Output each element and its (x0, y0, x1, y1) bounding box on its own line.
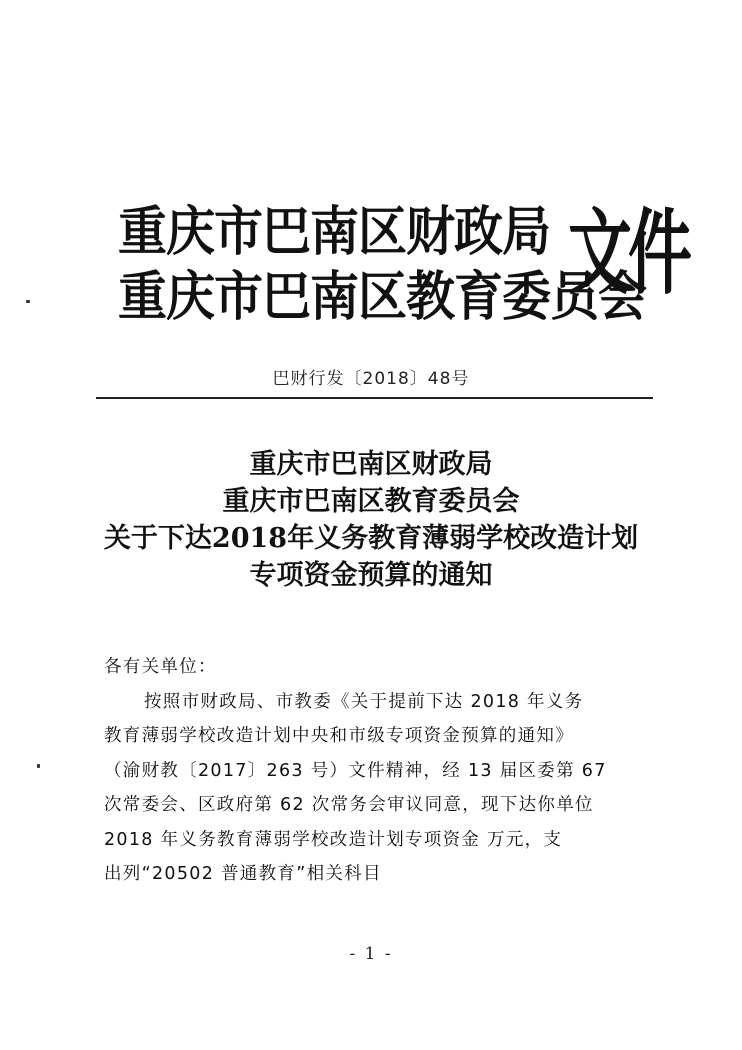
document-number: 巴财行发〔2018〕48号 (272, 369, 470, 389)
notice-body (104, 650, 644, 892)
document-header-suffix: 文件 (568, 200, 688, 309)
body-line: 2018 年义务教育薄弱学校改造计划专项资金 万元，支 (104, 829, 563, 850)
header-divider (96, 397, 653, 399)
page-number: - 1 - (349, 944, 393, 964)
scan-speck (37, 764, 40, 768)
title-line: 专项资金预算的通知 (249, 560, 493, 591)
issuing-org-education-committee: 重庆市巴南区教育委员会 (118, 265, 647, 328)
notice-title (0, 446, 742, 594)
body-line: 教育薄弱学校改造计划中央和市级专项资金预算的通知》 (104, 726, 574, 746)
body-line: （渝财教〔2017〕263 号）文件精神，经 13 届区委第 67 (104, 760, 607, 781)
salutation: 各有关单位： (104, 657, 217, 677)
title-line: 重庆市巴南区教育委员会 (222, 486, 520, 517)
body-line: 按照市财政局、市教委《关于提前下达 2018 年义务 (144, 691, 584, 712)
body-line: 出列“20502 普通教育”相关科目 (104, 864, 382, 884)
body-line: 次常委会、区政府第 62 次常务会审议同意，现下达你单位 (104, 795, 594, 815)
issuing-org-finance-bureau: 重庆市巴南区财政局 (118, 201, 551, 263)
title-line: 关于下达2018年义务教育薄弱学校改造计划 (103, 523, 639, 554)
title-line: 重庆市巴南区财政局 (249, 449, 493, 480)
scan-speck (26, 300, 30, 303)
